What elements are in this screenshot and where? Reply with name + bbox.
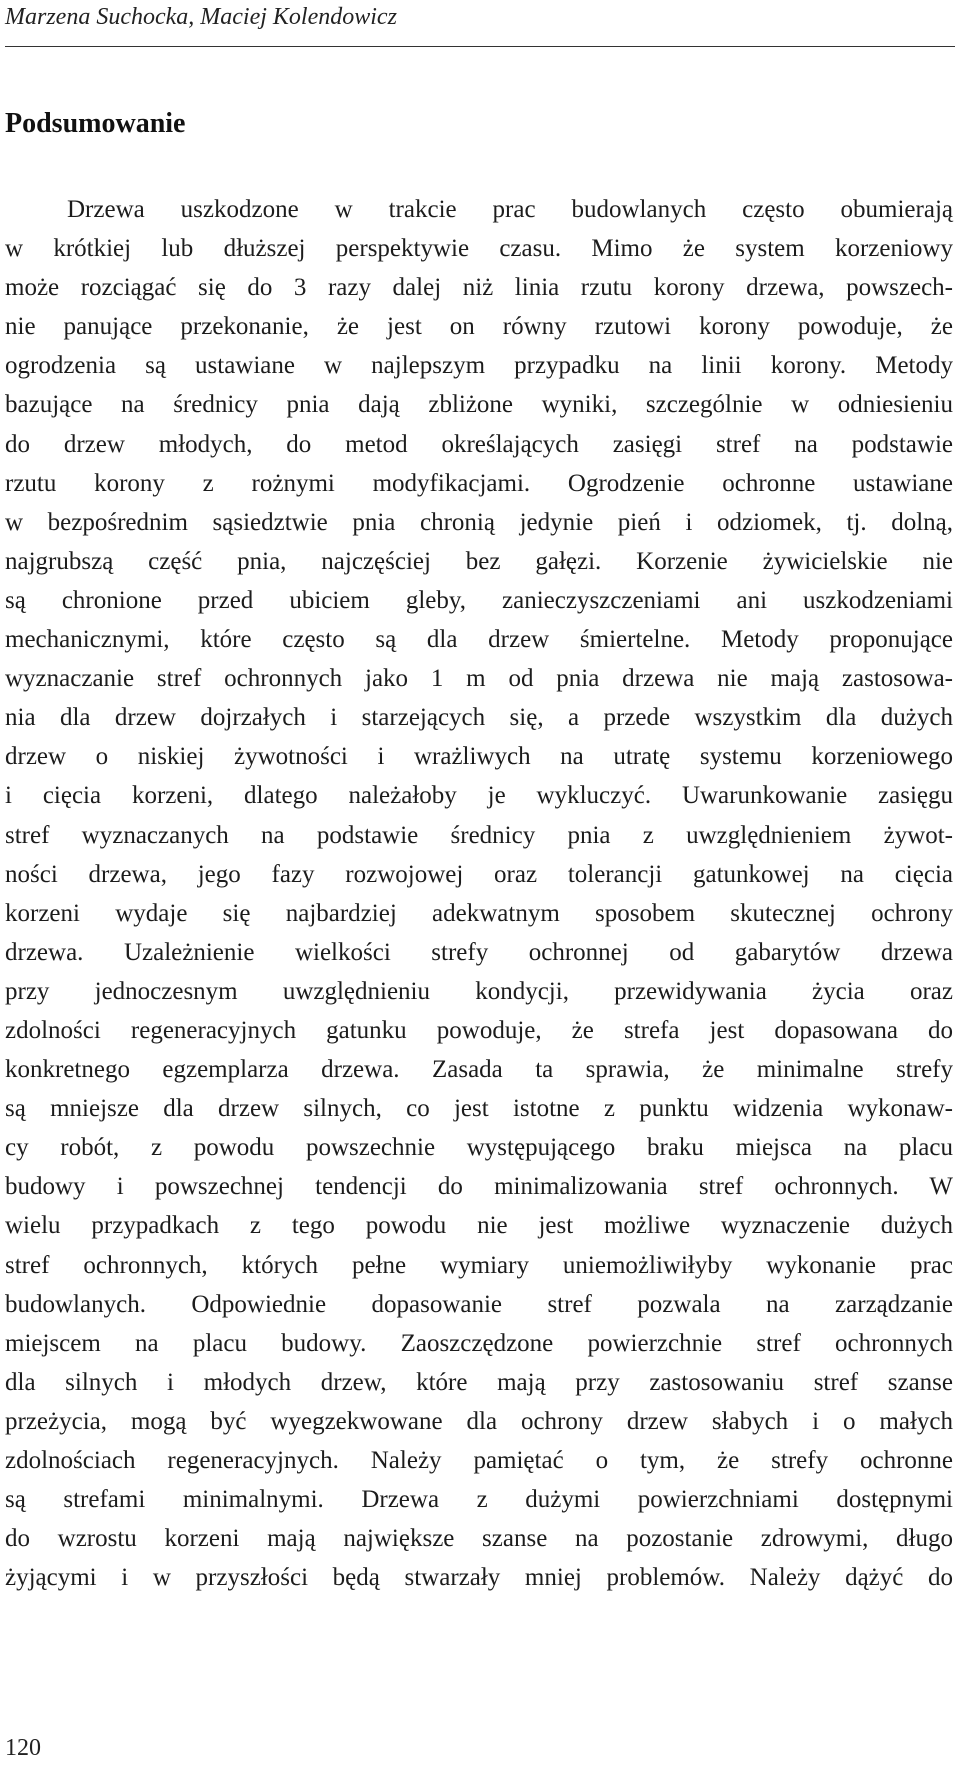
paragraph-line: drzewa. Uzależnienie wielkości strefy ochronnej od gabarytów drzewa [5, 938, 953, 966]
paragraph-line: ogrodzenia są ustawiane w najlepszym przypadku na linii korony. Metody [5, 352, 953, 380]
paragraph-line: może rozciągać się do 3 razy dalej niż linia rzutu korony drzewa, powszech- [5, 274, 953, 302]
paragraph-line: są strefami minimalnymi. Drzewa z dużymi powierzchniami dostępnymi [5, 1486, 953, 1514]
paragraph-line: wielu przypadkach z tego powodu nie jest możliwe wyznaczenie dużych [5, 1212, 953, 1240]
paragraph-line: wyznaczanie stref ochronnych jako 1 m od pnia drzewa nie mają zastosowa- [5, 665, 953, 693]
paragraph-line: nia dla drzew dojrzałych i starzejących się, a przede wszystkim dla dużych [5, 704, 953, 732]
paragraph-line: w krótkiej lub dłuższej perspektywie czasu. Mimo że system korzeniowy [5, 235, 953, 263]
paragraph-line: mechanicznymi, które często są dla drzew śmiertelne. Metody proponujące [5, 626, 953, 654]
body-paragraph [5, 190, 953, 1597]
section-title: Podsumowanie [5, 108, 186, 139]
paragraph-line: przeżycia, mogą być wyegzekwowane dla ochrony drzew słabych i o małych [5, 1407, 953, 1435]
paragraph-line: zdolnościach regeneracyjnych. Należy pamiętać o tym, że strefy ochronne [5, 1447, 953, 1474]
paragraph-line: do drzew młodych, do metod określających zasięgi stref na podstawie [5, 430, 953, 458]
paragraph-line: żyjącymi i w przyszłości będą stwarzały mniej problemów. Należy dążyć do [5, 1564, 953, 1592]
paragraph-line: korzeni wydaje się najbardziej adekwatnym sposobem skutecznej ochrony [5, 899, 953, 927]
paragraph-line: miejscem na placu budowy. Zaoszczędzone powierzchnie stref ochronnych [5, 1329, 953, 1357]
header-rule [5, 46, 955, 47]
paragraph-line: drzew o niskiej żywotności i wrażliwych na utratę systemu korzeniowego [5, 743, 953, 771]
paragraph-line: do wzrostu korzeni mają największe szanse na pozostanie zdrowymi, długo [5, 1525, 953, 1553]
page-number: 120 [5, 1735, 41, 1761]
paragraph-line: dla silnych i młodych drzew, które mają przy zastosowaniu stref szanse [5, 1368, 953, 1396]
paragraph-line: bazujące na średnicy pnia dają zbliżone wyniki, szczególnie w odniesieniu [5, 391, 953, 419]
running-header-authors: Marzena Suchocka, Maciej Kolendowicz [5, 4, 397, 30]
paragraph-line: budowlanych. Odpowiednie dopasowanie stref pozwala na zarządzanie [5, 1290, 953, 1318]
paragraph-line: i cięcia korzeni, dlatego należałoby je wykluczyć. Uwarunkowanie zasięgu [5, 782, 953, 810]
paragraph-line: zdolności regeneracyjnych gatunku powoduje, że strefa jest dopasowana do [5, 1016, 953, 1044]
paragraph-line: cy robót, z powodu powszechnie występującego braku miejsca na placu [5, 1134, 953, 1162]
paragraph-line: są mniejsze dla drzew silnych, co jest istotne z punktu widzenia wykonaw- [5, 1095, 953, 1123]
paragraph-line: konkretnego egzemplarza drzewa. Zasada ta sprawia, że minimalne strefy [5, 1056, 953, 1084]
paragraph-line: rzutu korony z rożnymi modyfikacjami. Ogrodzenie ochronne ustawiane [5, 469, 953, 497]
paragraph-line: stref ochronnych, których pełne wymiary uniemożliwiłyby wykonanie prac [5, 1251, 953, 1279]
paragraph-line: przy jednoczesnym uwzględnieniu kondycji, przewidywania życia oraz [5, 977, 953, 1005]
paragraph-line: stref wyznaczanych na podstawie średnicy pnia z uwzględnieniem żywot- [5, 821, 953, 849]
paragraph-line: najgrubszą część pnia, najczęściej bez gałęzi. Korzenie żywicielskie nie [5, 547, 953, 575]
paragraph-line: ności drzewa, jego fazy rozwojowej oraz tolerancji gatunkowej na cięcia [5, 860, 953, 888]
paragraph-line: są chronione przed ubiciem gleby, zanieczyszczeniami ani uszkodzeniami [5, 586, 953, 614]
paragraph-line: w bezpośrednim sąsiedztwie pnia chronią jedynie pień i odziomek, tj. dolną, [5, 508, 953, 536]
paragraph-line: Drzewa uszkodzone w trakcie prac budowlanych często obumierają [67, 196, 953, 223]
paragraph-line: budowy i powszechnej tendencji do minimalizowania stref ochronnych. W [5, 1173, 953, 1201]
paragraph-line: nie panujące przekonanie, że jest on równy rzutowi korony powoduje, że [5, 313, 953, 341]
